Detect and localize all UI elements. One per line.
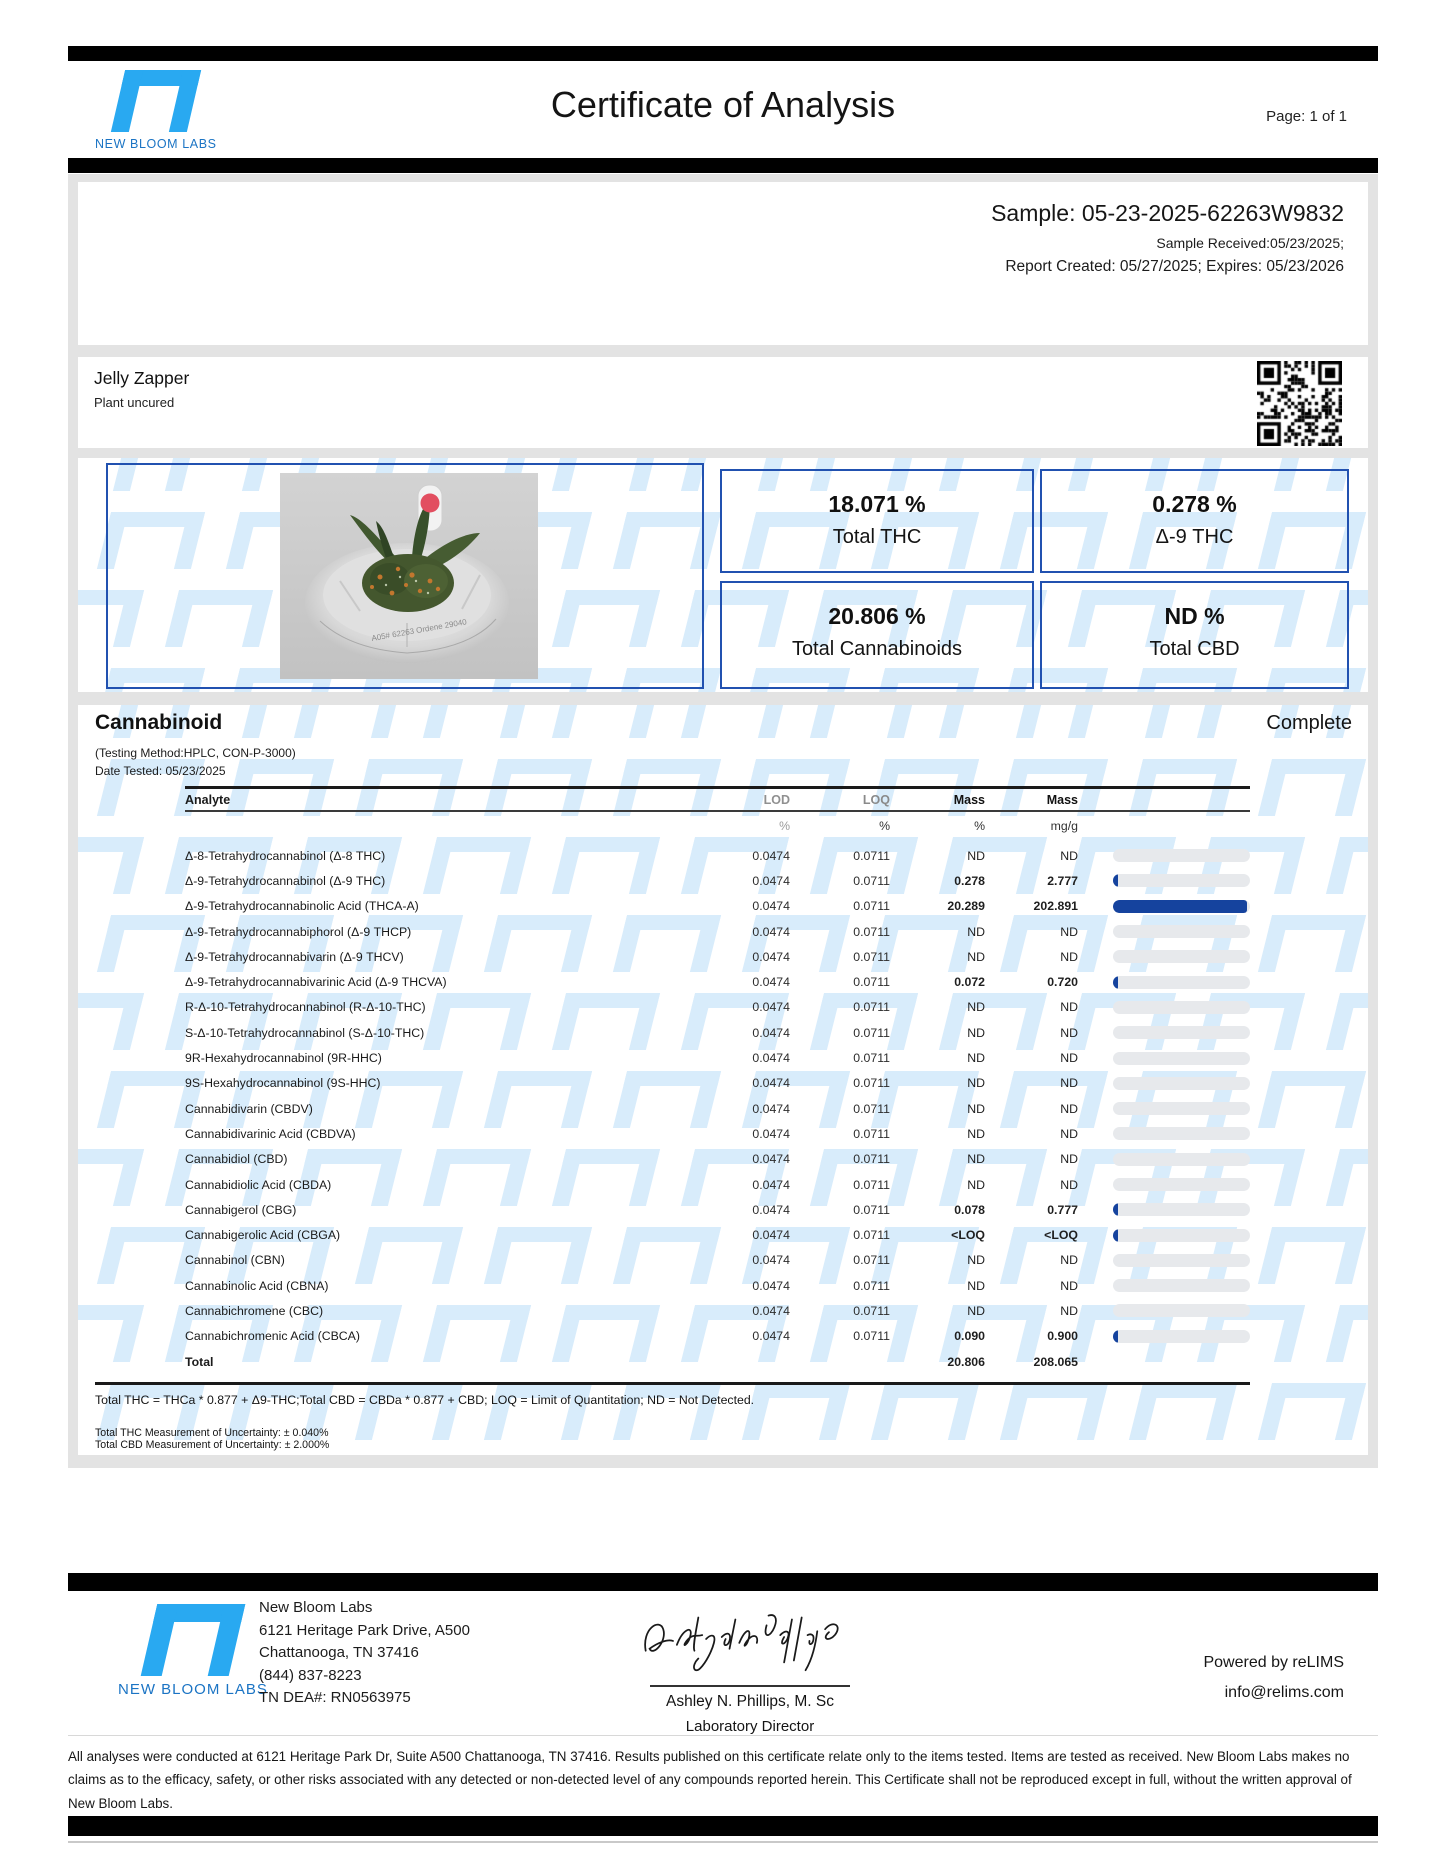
bar-track [1113,1330,1250,1343]
mass-pct-value: ND [967,1076,985,1091]
mass-pct-value: ND [967,924,985,939]
col-mass-mgg: Mass [1046,793,1078,807]
mass-pct-value: ND [967,1126,985,1141]
analyte-name: Cannabidivarinic Acid (CBDVA) [185,1126,356,1141]
mass-mgg-value: 2.777 [1047,873,1078,888]
footer-divider [68,1735,1378,1736]
mass-mgg-value: 0.900 [1047,1329,1078,1344]
sample-received: Sample Received:05/23/2025; [1156,235,1344,251]
bar-track [1113,849,1250,862]
table-row [185,1020,1250,1045]
loq-value: 0.0711 [853,1051,890,1066]
mass-bar [1113,1127,1250,1140]
bar-track [1113,1229,1250,1242]
bar-track [1113,1102,1250,1115]
analyte-name: R-Δ-10-Tetrahydrocannabinol (R-Δ-10-THC) [185,1000,426,1015]
lod-value: 0.0474 [752,949,790,964]
table-row [185,1222,1250,1247]
mass-mgg-value: ND [1060,1000,1078,1015]
lab-address2: Chattanooga, TN 37416 [259,1644,419,1661]
bar-track [1113,1304,1250,1317]
mass-mgg-value: 202.891 [1033,899,1078,914]
table-row [185,868,1250,893]
mass-mgg-value: 0.720 [1047,975,1078,990]
lab-phone: (844) 837-8223 [259,1666,362,1684]
bar-track [1113,1279,1250,1292]
loq-value: 0.0711 [853,899,890,914]
sample-id: Sample: 05-23-2025-62263W9832 [991,200,1344,226]
lod-value: 0.0474 [752,1329,790,1344]
lod-value: 0.0474 [752,1000,790,1015]
loq-value: 0.0711 [853,1253,890,1268]
mass-bar [1113,1279,1250,1292]
table-row [185,1273,1250,1298]
uncertainty-thc: Total THC Measurement of Uncertainty: ± 0.040% [95,1427,329,1439]
total-cannabinoids-value: 20.806 % [828,603,926,629]
lod-value: 0.0474 [752,1152,790,1167]
table-row [185,969,1250,994]
testing-method: (Testing Method:HPLC, CON-P-3000) [95,746,296,760]
mass-pct-value: 0.072 [954,975,985,990]
table-row [185,1147,1250,1172]
summary-section [78,458,1368,692]
powered-by-block [1203,1648,1344,1708]
mass-pct-value: ND [967,1177,985,1192]
bar-track [1113,1026,1250,1039]
product-form: Plant uncured [94,395,175,410]
table-row [185,1172,1250,1197]
bar-fill [1113,900,1247,913]
d9-thc-box [1040,469,1349,573]
table-units-row [185,812,1250,837]
lod-value: 0.0474 [752,899,790,914]
total-cbd-box [1040,581,1349,689]
bar-track [1113,1254,1250,1267]
analyte-table [185,786,1250,1374]
bar-track [1113,1001,1250,1014]
total-cannabinoids-box [720,581,1034,689]
mass-mgg-value: 0.777 [1047,1202,1078,1217]
total-thc-box [720,469,1034,573]
lod-value: 0.0474 [752,848,790,863]
footer-rule [68,1573,1378,1591]
footer-logo-wordmark: NEW BLOOM LABS [118,1681,268,1698]
loq-value: 0.0711 [853,949,890,964]
lod-value: 0.0474 [752,1076,790,1091]
loq-value: 0.0711 [853,1303,890,1318]
total-mass-pct: 20.806 [947,1354,985,1369]
signer-title: Laboratory Director [685,1718,815,1735]
table-row [185,1197,1250,1222]
unit-lod: % [779,819,790,833]
mass-mgg-value: ND [1060,848,1078,863]
mass-bar [1113,1254,1250,1267]
analyte-rows [185,843,1250,1349]
total-mass-mgg: 208.065 [1033,1354,1078,1369]
total-label: Total [185,1354,214,1369]
mass-mgg-value: ND [1060,949,1078,964]
lod-value: 0.0474 [752,1025,790,1040]
analyte-name: Δ-9-Tetrahydrocannabinolic Acid (THCA-A) [185,899,419,914]
new-bloom-labs-logo-icon [141,1604,246,1676]
product-name: Jelly Zapper [94,368,190,388]
table-row [185,1248,1250,1273]
total-cbd-label: Total CBD [1149,638,1240,660]
mass-pct-value: 0.278 [954,873,985,888]
total-row [185,1349,1250,1374]
analyte-name: Cannabidiolic Acid (CBDA) [185,1177,332,1192]
table-row [185,894,1250,919]
mass-pct-value: ND [967,1152,985,1167]
loq-value: 0.0711 [853,1202,890,1217]
col-analyte: Analyte [185,793,231,807]
table-row [185,1045,1250,1070]
loq-value: 0.0711 [853,924,890,939]
red-dot-marker [421,494,440,513]
table-header-row [185,786,1250,812]
mass-bar [1113,1229,1250,1242]
bar-track [1113,1203,1250,1216]
analyte-name: S-Δ-10-Tetrahydrocannabinol (S-Δ-10-THC) [185,1025,425,1040]
analyte-name: Δ-9-Tetrahydrocannabivarinic Acid (Δ-9 THCVA) [185,975,447,990]
mass-bar [1113,976,1250,989]
section-title: Cannabinoid [95,711,223,734]
mass-bar [1113,1330,1250,1343]
unit-loq: % [879,819,890,833]
mass-mgg-value: ND [1060,1101,1078,1116]
lod-value: 0.0474 [752,1051,790,1066]
lab-address1: 6121 Heritage Park Drive, A500 [259,1621,470,1639]
lod-value: 0.0474 [752,1202,790,1217]
analyte-name: Cannabinolic Acid (CBNA) [185,1278,329,1293]
mass-mgg-value: ND [1060,1076,1078,1091]
analyte-name: Δ-9-Tetrahydrocannabiphorol (Δ-9 THCP) [185,924,412,939]
date-tested: Date Tested: 05/23/2025 [95,764,226,778]
lod-value: 0.0474 [752,1278,790,1293]
loq-value: 0.0711 [853,848,890,863]
page-number: Page: 1 of 1 [1266,108,1347,125]
bar-track [1113,1153,1250,1166]
mass-bar [1113,1077,1250,1090]
mass-bar [1113,1178,1250,1191]
table-row [185,1096,1250,1121]
lod-value: 0.0474 [752,873,790,888]
sample-photo-box [106,463,704,689]
mass-mgg-value: ND [1060,1051,1078,1066]
cannabinoid-section [78,705,1368,1455]
col-mass-pct: Mass [953,793,985,807]
mass-pct-value: ND [967,1000,985,1015]
mass-bar [1113,925,1250,938]
loq-value: 0.0711 [853,1228,890,1243]
bottom-shadow-line [68,1841,1378,1843]
lod-value: 0.0474 [752,975,790,990]
bar-track [1113,1127,1250,1140]
mass-mgg-value: ND [1060,1152,1078,1167]
mass-bar [1113,1052,1250,1065]
report-created: Report Created: 05/27/2025; Expires: 05/23/2026 [1005,258,1344,275]
mass-mgg-value: ND [1060,1278,1078,1293]
mass-mgg-value: ND [1060,1025,1078,1040]
lod-value: 0.0474 [752,1126,790,1141]
loq-value: 0.0711 [853,1278,890,1293]
d9-thc-label: Δ-9 THC [1155,526,1234,548]
bar-fill [1113,1330,1118,1343]
table-row [185,944,1250,969]
loq-value: 0.0711 [853,1329,890,1344]
lod-value: 0.0474 [752,1228,790,1243]
powered-by: Powered by reLIMS [1203,1654,1344,1671]
mass-mgg-value: ND [1060,1303,1078,1318]
lod-value: 0.0474 [752,1101,790,1116]
svg-text:A05# 62263 Ordene 29040: A05# 62263 Ordene 29040 [370,617,468,643]
footer-logo [118,1604,268,1698]
table-row [185,1298,1250,1323]
mass-pct-value: <LOQ [951,1228,985,1243]
sample-photo [280,473,538,679]
loq-value: 0.0711 [853,1152,890,1167]
bar-fill [1113,1203,1118,1216]
bar-fill [1113,976,1118,989]
section-status: Complete [1266,712,1352,734]
lab-dea: TN DEA#: RN0563975 [259,1689,411,1706]
col-bar [1113,793,1250,807]
analyte-name: 9S-Hexahydrocannabinol (9S-HHC) [185,1076,381,1091]
unit-mass-mgg: mg/g [1050,819,1078,833]
signature-line [650,1685,850,1687]
bar-track [1113,1052,1250,1065]
mass-mgg-value: <LOQ [1044,1228,1078,1243]
analyte-name: Δ-9-Tetrahydrocannabivarin (Δ-9 THCV) [185,949,404,964]
mass-pct-value: ND [967,1051,985,1066]
analyte-name: Δ-9-Tetrahydrocannabinol (Δ-9 THC) [185,873,386,888]
lab-address-block [259,1597,470,1710]
bar-fill [1113,874,1118,887]
top-rule [68,46,1378,61]
lod-value: 0.0474 [752,1177,790,1192]
mass-pct-value: ND [967,1253,985,1268]
analyte-name: Cannabidivarin (CBDV) [185,1101,313,1116]
loq-value: 0.0711 [853,1025,890,1040]
total-cannabinoids-label: Total Cannabinoids [791,638,963,660]
col-loq: LOQ [862,793,890,807]
signature-icon [635,1600,865,1678]
analyte-name: Δ-8-Tetrahydrocannabinol (Δ-8 THC) [185,848,386,863]
qr-code [1257,361,1342,446]
mass-pct-value: ND [967,949,985,964]
lod-value: 0.0474 [752,924,790,939]
disclaimer-text: All analyses were conducted at 6121 Heritage Park Dr, Suite A500 Chattanooga, TN 37416. Results published on this certificate relate only to the items tested. Items are tested as received. New Bloom Labs makes no claims as to the efficacy, safety, or other risks associated with any detected or non-detected level of any compounds reported herein. This Certificate shall not be reproduced except in full, without the written approval of New Bloom Labs. [68,1749,1352,1811]
bottom-rule [68,1816,1378,1836]
footnote: Total THC = THCa * 0.877 + Δ9-THC;Total CBD = CBDa * 0.877 + CBD; LOQ = Limit of Quantitation; ND = Not Detected. [95,1393,755,1407]
mass-mgg-value: ND [1060,924,1078,939]
table-row [185,919,1250,944]
mass-bar [1113,1203,1250,1216]
contact-email: info@relims.com [1224,1684,1344,1701]
bar-track [1113,1178,1250,1191]
total-thc-label: Total THC [832,526,922,548]
analyte-name: Cannabichromene (CBC) [185,1303,324,1318]
col-lod: LOD [763,793,790,807]
mass-pct-value: ND [967,1278,985,1293]
sample-info-box [78,182,1368,345]
d9-thc-value: 0.278 % [1152,491,1237,517]
mass-bar [1113,849,1250,862]
mass-mgg-value: ND [1060,1177,1078,1192]
signer-name: Ashley N. Phillips, M. Sc [666,1693,834,1710]
header-rule [68,158,1378,173]
table-bottom-rule [95,1382,1250,1385]
loq-value: 0.0711 [853,1177,890,1192]
loq-value: 0.0711 [853,1126,890,1141]
total-thc-value: 18.071 % [828,491,926,517]
analyte-name: Cannabigerolic Acid (CBGA) [185,1228,341,1243]
bar-track [1113,925,1250,938]
loq-value: 0.0711 [853,975,890,990]
bar-track [1113,900,1250,913]
bar-fill [1113,1229,1118,1242]
loq-value: 0.0711 [853,1101,890,1116]
bar-track [1113,950,1250,963]
mass-pct-value: ND [967,1025,985,1040]
product-box [78,357,1368,448]
signature-block [620,1600,880,1735]
table-row [185,995,1250,1020]
mass-pct-value: 20.289 [947,899,985,914]
mass-bar [1113,1026,1250,1039]
analyte-name: Cannabidiol (CBD) [185,1152,288,1167]
table-row [185,843,1250,868]
document-title: Certificate of Analysis [550,84,896,125]
table-row [185,1324,1250,1349]
mass-bar [1113,1153,1250,1166]
analyte-name: 9R-Hexahydrocannabinol (9R-HHC) [185,1051,382,1066]
mass-bar [1113,950,1250,963]
mass-pct-value: ND [967,1303,985,1318]
bar-track [1113,874,1250,887]
logo-wordmark: NEW BLOOM LABS [95,137,217,151]
analyte-name: Cannabigerol (CBG) [185,1202,297,1217]
mass-mgg-value: ND [1060,1126,1078,1141]
mass-bar [1113,900,1250,913]
table-row [185,1071,1250,1096]
unit-mass-pct: % [974,819,985,833]
mass-bar [1113,1001,1250,1014]
mass-bar [1113,1304,1250,1317]
mass-bar [1113,874,1250,887]
loq-value: 0.0711 [853,873,890,888]
bar-track [1113,1077,1250,1090]
loq-value: 0.0711 [853,1000,890,1015]
mass-pct-value: ND [967,848,985,863]
analyte-name: Cannabinol (CBN) [185,1253,285,1268]
bar-track [1113,976,1250,989]
loq-value: 0.0711 [853,1076,890,1091]
uncertainty-cbd: Total CBD Measurement of Uncertainty: ± 2.000% [95,1439,330,1451]
mass-pct-value: 0.078 [954,1202,985,1217]
lod-value: 0.0474 [752,1303,790,1318]
lod-value: 0.0474 [752,1253,790,1268]
analyte-name: Cannabichromenic Acid (CBCA) [185,1329,360,1344]
mass-mgg-value: ND [1060,1253,1078,1268]
mass-pct-value: 0.090 [954,1329,985,1344]
total-cbd-value: ND % [1164,603,1225,629]
mass-pct-value: ND [967,1101,985,1116]
table-row [185,1121,1250,1146]
mass-bar [1113,1102,1250,1115]
lab-name: New Bloom Labs [259,1599,373,1616]
